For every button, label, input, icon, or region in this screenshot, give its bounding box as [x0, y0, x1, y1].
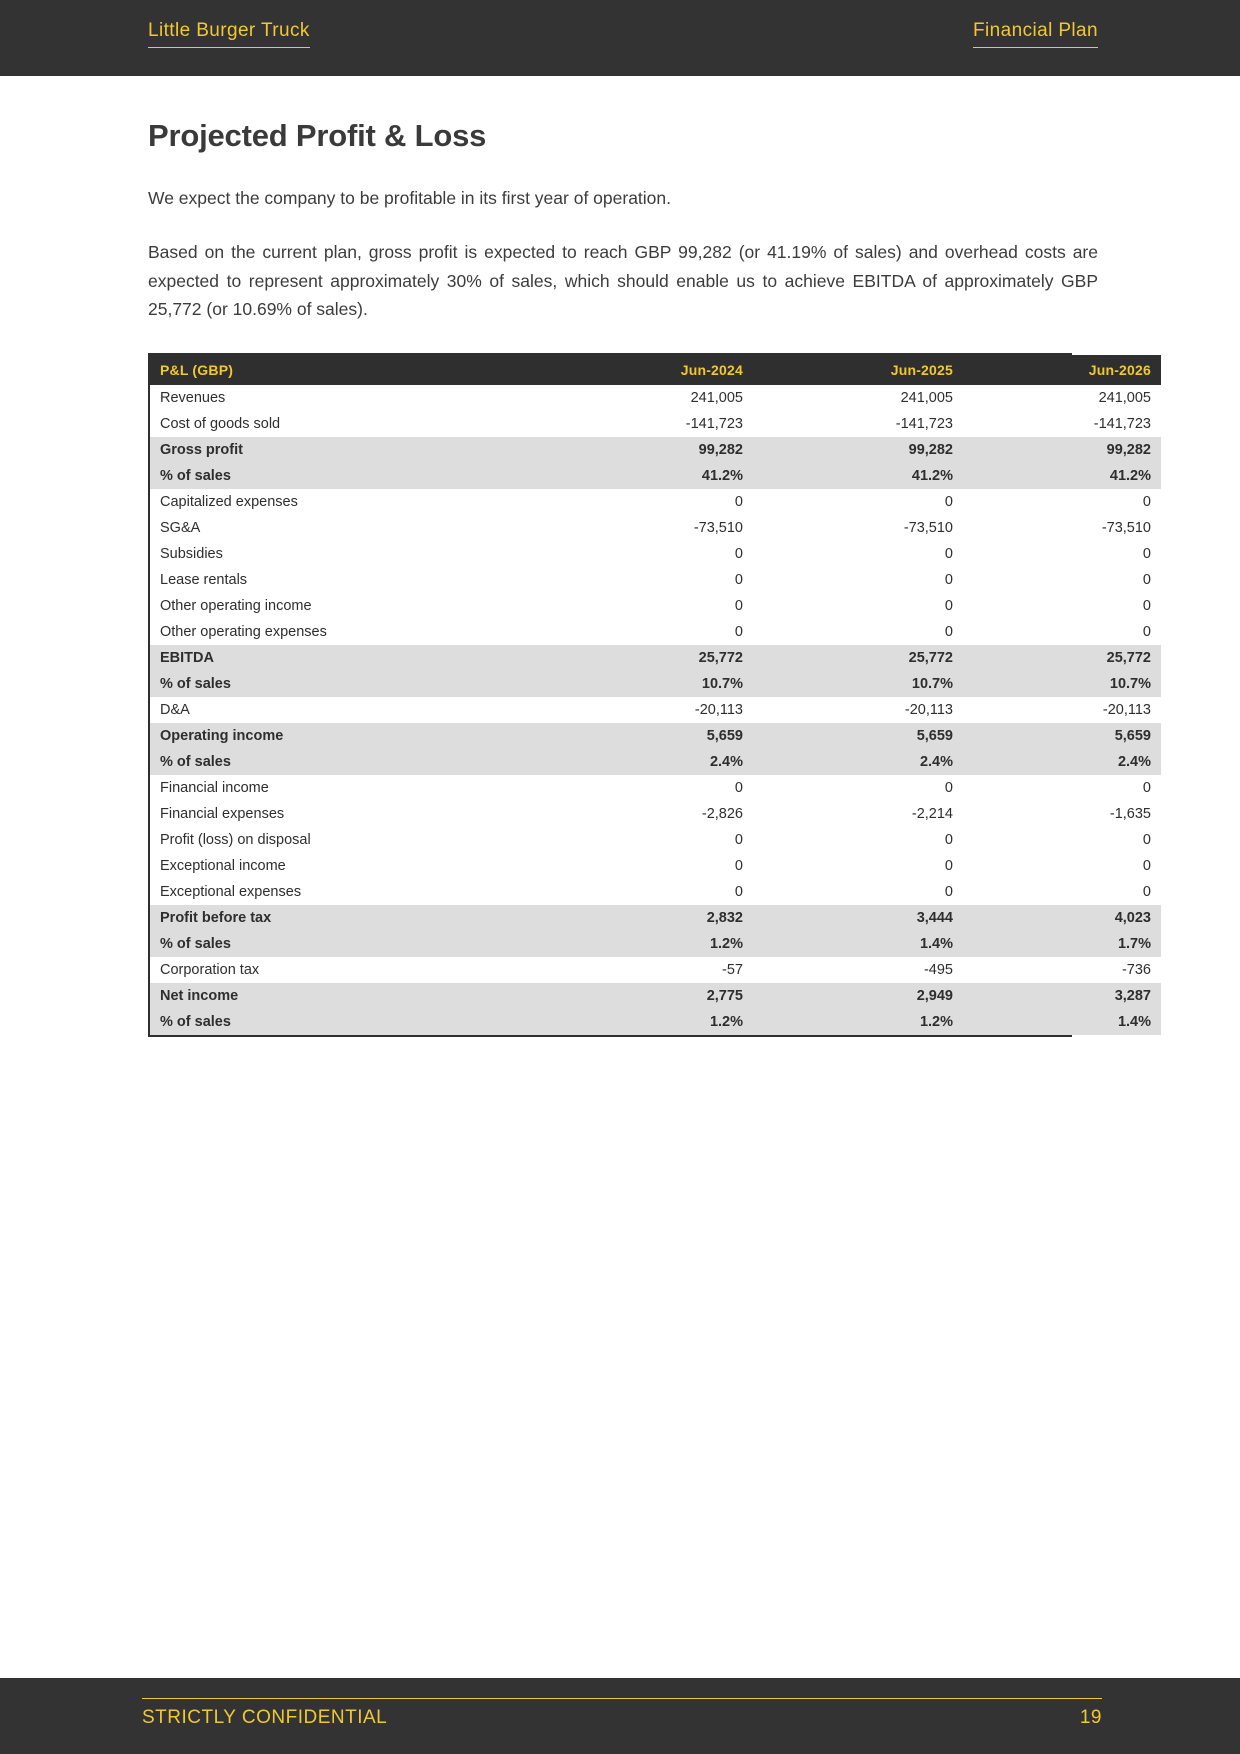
row-value: -73,510 [555, 515, 765, 541]
row-value: 99,282 [765, 437, 963, 463]
table-row [150, 749, 1161, 775]
row-value: -2,214 [765, 801, 963, 827]
row-value: 3,444 [765, 905, 963, 931]
row-value: 0 [765, 775, 963, 801]
row-value: 0 [963, 619, 1161, 645]
row-value: 5,659 [765, 723, 963, 749]
row-value: 25,772 [765, 645, 963, 671]
header-company-name: Little Burger Truck [148, 20, 310, 48]
row-value: -20,113 [555, 697, 765, 723]
row-value: -20,113 [963, 697, 1161, 723]
row-value: -141,723 [765, 411, 963, 437]
table-row [150, 853, 1161, 879]
row-value: -141,723 [963, 411, 1161, 437]
table-row [150, 723, 1161, 749]
table-row [150, 957, 1161, 983]
row-label: % of sales [150, 1009, 555, 1035]
row-value: 41.2% [963, 463, 1161, 489]
page-content [148, 118, 1151, 1037]
row-value: 0 [963, 827, 1161, 853]
row-value: 0 [555, 593, 765, 619]
row-value: 5,659 [963, 723, 1161, 749]
table-row [150, 801, 1161, 827]
row-value: 0 [555, 853, 765, 879]
table-row [150, 515, 1161, 541]
row-value: -495 [765, 957, 963, 983]
table-row [150, 905, 1161, 931]
row-label: Subsidies [150, 541, 555, 567]
row-value: 25,772 [963, 645, 1161, 671]
row-value: -141,723 [555, 411, 765, 437]
row-value: -736 [963, 957, 1161, 983]
row-label: Other operating expenses [150, 619, 555, 645]
table-row [150, 827, 1161, 853]
row-label: Profit before tax [150, 905, 555, 931]
row-label: Financial income [150, 775, 555, 801]
row-value: 0 [765, 541, 963, 567]
table-body [150, 385, 1161, 1035]
row-label: D&A [150, 697, 555, 723]
row-value: 0 [765, 567, 963, 593]
footer-confidentiality-notice: STRICTLY CONFIDENTIAL [142, 1707, 388, 1728]
table-row [150, 1009, 1161, 1035]
row-value: 1.4% [963, 1009, 1161, 1035]
table-row [150, 385, 1161, 411]
row-value: 0 [963, 567, 1161, 593]
row-value: 10.7% [555, 671, 765, 697]
row-value: 0 [555, 489, 765, 515]
row-label: Capitalized expenses [150, 489, 555, 515]
row-value: -2,826 [555, 801, 765, 827]
row-value: 0 [963, 853, 1161, 879]
row-label: Profit (loss) on disposal [150, 827, 555, 853]
row-value: 0 [963, 593, 1161, 619]
page-title: Projected Profit & Loss [148, 118, 487, 153]
table-row [150, 983, 1161, 1009]
row-value: 4,023 [963, 905, 1161, 931]
column-header-jun-2024: Jun-2024 [555, 355, 765, 385]
row-value: 0 [555, 879, 765, 905]
row-value: 0 [765, 619, 963, 645]
row-label: Exceptional expenses [150, 879, 555, 905]
table-row [150, 645, 1161, 671]
footer-content [142, 1698, 1102, 1729]
header-content [148, 20, 1098, 48]
row-label: Operating income [150, 723, 555, 749]
row-label: Gross profit [150, 437, 555, 463]
row-value: 41.2% [765, 463, 963, 489]
row-value: 99,282 [555, 437, 765, 463]
row-label: % of sales [150, 463, 555, 489]
row-value: 2.4% [555, 749, 765, 775]
row-value: 2.4% [963, 749, 1161, 775]
table-row [150, 671, 1161, 697]
row-value: 0 [765, 827, 963, 853]
row-value: 1.2% [765, 1009, 963, 1035]
row-label: % of sales [150, 749, 555, 775]
row-value: 2,775 [555, 983, 765, 1009]
page-body [0, 76, 1240, 1678]
row-value: 241,005 [555, 385, 765, 411]
row-value: 1.2% [555, 1009, 765, 1035]
column-header-label: P&L (GBP) [150, 355, 555, 385]
table-row [150, 697, 1161, 723]
table-row [150, 775, 1161, 801]
table-row [150, 411, 1161, 437]
row-value: 1.2% [555, 931, 765, 957]
row-value: -1,635 [963, 801, 1161, 827]
row-label: Exceptional income [150, 853, 555, 879]
row-label: Other operating income [150, 593, 555, 619]
row-value: -20,113 [765, 697, 963, 723]
table-row [150, 619, 1161, 645]
row-value: 5,659 [555, 723, 765, 749]
row-label: Cost of goods sold [150, 411, 555, 437]
row-value: 0 [555, 567, 765, 593]
page-footer [0, 1678, 1240, 1754]
summary-paragraph: Based on the current plan, gross profit is expected to reach GBP 99,282 (or 41.19% of sales) and overhead costs are expected to represent approximately 30% of sales, which should enable us to achieve EBITDA of approximately GBP 25,772 (or 10.69% of sales). [148, 242, 1098, 320]
row-value: 1.7% [963, 931, 1161, 957]
row-value: 3,287 [963, 983, 1161, 1009]
table-row [150, 931, 1161, 957]
row-value: 0 [963, 489, 1161, 515]
row-label: Lease rentals [150, 567, 555, 593]
row-label: Net income [150, 983, 555, 1009]
row-value: 10.7% [765, 671, 963, 697]
row-value: 0 [555, 827, 765, 853]
row-value: 0 [555, 619, 765, 645]
table-row [150, 463, 1161, 489]
column-header-jun-2026: Jun-2026 [963, 355, 1161, 385]
profit-loss-table-container [148, 353, 1151, 1037]
row-value: 241,005 [765, 385, 963, 411]
table-row [150, 541, 1161, 567]
row-label: % of sales [150, 671, 555, 697]
table-row [150, 437, 1161, 463]
row-value: 0 [963, 879, 1161, 905]
profit-loss-table [150, 355, 1161, 1035]
table-header [150, 355, 1161, 385]
row-value: -73,510 [765, 515, 963, 541]
row-value: 25,772 [555, 645, 765, 671]
row-label: Revenues [150, 385, 555, 411]
row-value: 0 [555, 541, 765, 567]
row-value: 0 [765, 879, 963, 905]
row-value: 41.2% [555, 463, 765, 489]
row-label: Financial expenses [150, 801, 555, 827]
table-header-row [150, 355, 1161, 385]
row-label: Corporation tax [150, 957, 555, 983]
row-label: EBITDA [150, 645, 555, 671]
row-value: 99,282 [963, 437, 1161, 463]
intro-paragraph: We expect the company to be profitable in its first year of operation. [148, 188, 672, 208]
page-header [0, 0, 1240, 76]
row-value: 2,949 [765, 983, 963, 1009]
row-label: % of sales [150, 931, 555, 957]
row-value: 0 [555, 775, 765, 801]
footer-page-number: 19 [1079, 1707, 1102, 1728]
column-header-jun-2025: Jun-2025 [765, 355, 963, 385]
row-value: -57 [555, 957, 765, 983]
table-row [150, 593, 1161, 619]
row-value: 0 [963, 541, 1161, 567]
table-row [150, 879, 1161, 905]
table-row [150, 567, 1161, 593]
row-value: 0 [963, 775, 1161, 801]
row-value: 2,832 [555, 905, 765, 931]
header-document-title: Financial Plan [973, 20, 1098, 48]
row-value: 0 [765, 593, 963, 619]
row-value: 241,005 [963, 385, 1161, 411]
row-value: 2.4% [765, 749, 963, 775]
row-value: 10.7% [963, 671, 1161, 697]
row-label: SG&A [150, 515, 555, 541]
row-value: 0 [765, 489, 963, 515]
table-row [150, 489, 1161, 515]
row-value: 1.4% [765, 931, 963, 957]
row-value: -73,510 [963, 515, 1161, 541]
row-value: 0 [765, 853, 963, 879]
